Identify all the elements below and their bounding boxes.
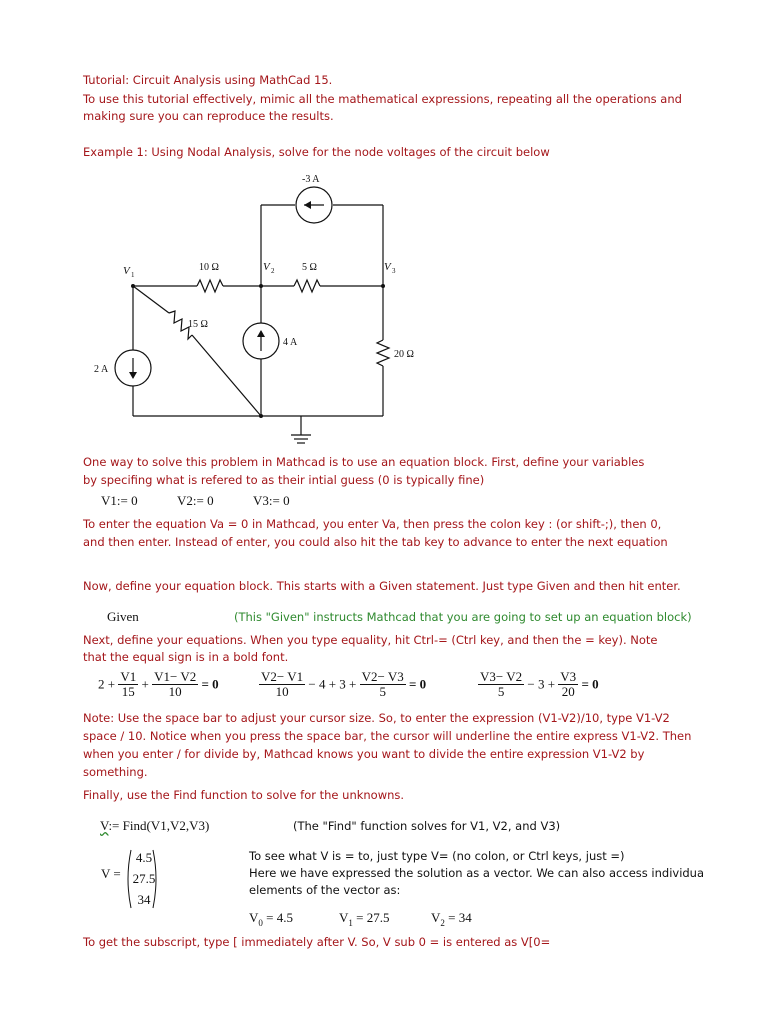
eq1-frac-1 <box>118 670 138 699</box>
eq2-equals: = 0 <box>409 676 427 692</box>
eq3-den-1: 5 <box>497 684 505 699</box>
element-v2-name: V <box>431 910 441 925</box>
result-lhs: V = <box>101 866 121 881</box>
eq1-num-2: V1− V2 <box>154 669 197 684</box>
para-ctrl-equal-line2: that the equal sign is in a bold font. <box>83 650 289 664</box>
label-r3: 15 Ω <box>188 319 208 330</box>
para-ctrl-equal-line1: Next, define your equations. When you type equality, hit Ctrl-= (Ctrl key, and then the = key). Note <box>83 633 658 647</box>
para-equation-block-line2: by specifing what is refered to as their intial guess (0 is typically fine) <box>83 473 485 487</box>
element-v1-name: V <box>339 910 349 925</box>
para-vector-line2: Here we have expressed the solution as a vector. We can also access individua <box>249 866 705 880</box>
find-lhs: V <box>100 818 109 833</box>
eq2-num-1: V2− V1 <box>261 669 304 684</box>
tutorial-title: Tutorial: Circuit Analysis using MathCad 15. <box>83 73 333 87</box>
eq2-mid: − 4 + 3 + <box>308 676 357 692</box>
label-node-v2: V <box>263 261 270 273</box>
label-node-v1-sub: 1 <box>131 271 135 279</box>
element-v0-name: V <box>249 910 259 925</box>
label-r1: 10 Ω <box>199 262 219 273</box>
element-v1 <box>339 911 389 926</box>
result-value-0: 4.5 <box>135 850 153 865</box>
para-vector-line3: elements of the vector as: <box>249 883 401 897</box>
eq3-num-2: V3 <box>560 669 577 684</box>
result-value-1: 27.5 <box>132 871 156 886</box>
element-v0 <box>249 911 293 926</box>
label-r4: 20 Ω <box>394 349 414 360</box>
intro-line-3: making sure you can reproduce the results. <box>83 109 334 123</box>
para-spacebar-line2: space / 10. Notice when you press the space bar, the cursor will underline the entire express V1-V2. Then <box>83 729 692 743</box>
equation-3 <box>478 670 599 699</box>
result-value-2: 34 <box>137 892 151 907</box>
eq3-equals: = 0 <box>581 676 599 692</box>
guess-v1: V1:= 0 <box>101 493 138 508</box>
label-current-left: 2 A <box>94 364 109 375</box>
find-expression <box>100 819 209 833</box>
resistor-5 <box>294 280 320 292</box>
element-v0-index: 0 <box>258 918 263 928</box>
eq1-equals: = 0 <box>201 676 219 692</box>
eq1-plus: + <box>141 676 149 692</box>
para-colon-line1: To enter the equation Va = 0 in Mathcad, you enter Va, then press the colon key : (or shift-;), then 0, <box>83 517 662 531</box>
eq2-frac-2 <box>360 670 406 699</box>
equation-2 <box>259 670 426 699</box>
intro-line-2: To use this tutorial effectively, mimic all the mathematical expressions, repeating all the operations and <box>83 92 682 106</box>
label-current-top: -3 A <box>302 174 320 185</box>
para-spacebar-line1: Note: Use the space bar to adjust your cursor size. So, to enter the expression (V1-V2)/10, type V1-V2 <box>83 711 670 725</box>
element-v2-value: = 34 <box>448 910 472 925</box>
label-node-v2-sub: 2 <box>271 267 275 275</box>
eq1-prefix: 2 + <box>98 676 116 692</box>
eq2-frac-1 <box>259 670 305 699</box>
element-v2 <box>431 911 472 926</box>
guess-v3: V3:= 0 <box>253 493 290 508</box>
eq1-frac-2 <box>152 670 198 699</box>
eq1-num-1: V1 <box>120 669 137 684</box>
element-v1-index: 1 <box>348 918 353 928</box>
eq3-den-2: 20 <box>561 684 575 699</box>
eq1-den-1: 15 <box>121 684 135 699</box>
eq3-frac-2 <box>558 670 578 699</box>
para-given-intro: Now, define your equation block. This starts with a Given statement. Just type Given and then hit enter. <box>83 579 681 593</box>
equation-1 <box>98 670 219 699</box>
given-keyword: Given <box>107 609 139 624</box>
find-rhs: := Find(V1,V2,V3) <box>108 818 210 833</box>
eq1-den-2: 10 <box>168 684 182 699</box>
para-spacebar-line4: something. <box>83 765 148 779</box>
eq3-mid: − 3 + <box>527 676 556 692</box>
resistor-10 <box>197 280 223 292</box>
circuit-diagram <box>82 165 422 450</box>
label-node-v1: V <box>123 265 130 277</box>
element-v2-index: 2 <box>440 918 445 928</box>
eq2-den-2: 5 <box>379 684 386 699</box>
find-note: (The "Find" function solves for V1, V2, and V3) <box>293 819 561 833</box>
label-r2: 5 Ω <box>302 262 317 273</box>
example-title: Example 1: Using Nodal Analysis, solve for the node voltages of the circuit below <box>83 145 550 159</box>
eq3-num-1: V3− V2 <box>480 669 523 684</box>
guess-v2: V2:= 0 <box>177 493 214 508</box>
label-current-mid: 4 A <box>283 337 298 348</box>
element-v1-value: = 27.5 <box>356 910 390 925</box>
resistor-20 <box>377 340 389 366</box>
label-node-v3: V <box>384 261 391 273</box>
para-equation-block-line1: One way to solve this problem in Mathcad is to use an equation block. First, define your variables <box>83 455 645 469</box>
eq2-den-1: 10 <box>275 684 289 699</box>
para-subscript: To get the subscript, type [ immediately after V. So, V sub 0 = is entered as V[0= <box>83 935 551 949</box>
eq3-frac-1 <box>478 670 524 699</box>
para-colon-line2: and then enter. Instead of enter, you could also hit the tab key to advance to enter the next equation <box>83 535 668 549</box>
para-vector-line1: To see what V is = to, just type V= (no colon, or Ctrl keys, just =) <box>249 849 625 863</box>
label-node-v3-sub: 3 <box>392 267 396 275</box>
para-find-intro: Finally, use the Find function to solve for the unknowns. <box>83 788 405 802</box>
para-spacebar-line3: when you enter / for divide by, Mathcad knows you want to divide the entire expression V1-V2 by <box>83 747 645 761</box>
given-note: (This "Given" instructs Mathcad that you are going to set up an equation block) <box>234 610 692 624</box>
eq2-num-2: V2− V3 <box>361 669 404 684</box>
element-v0-value: = 4.5 <box>266 910 293 925</box>
